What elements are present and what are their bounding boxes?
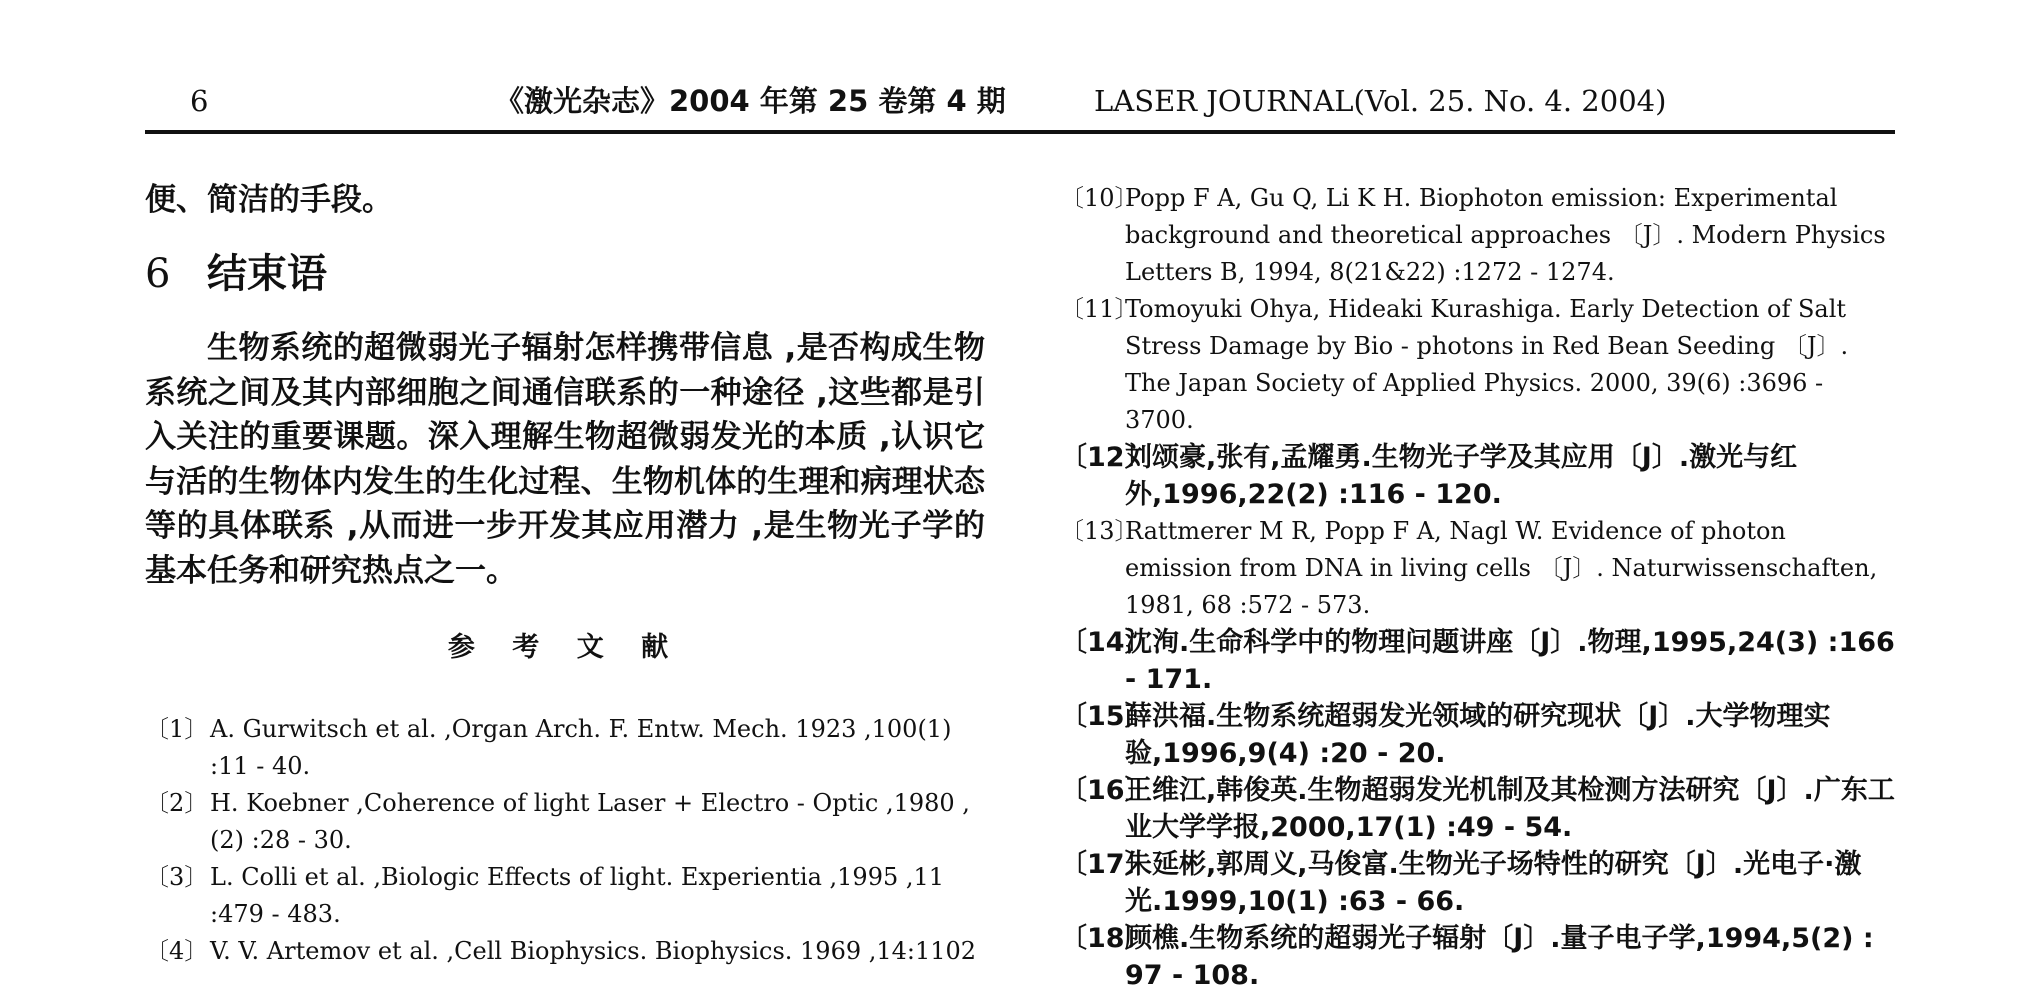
reference-list-right: [1060, 180, 1896, 994]
reference-item: [1060, 439, 1896, 513]
reference-number: 〔2〕: [145, 789, 209, 817]
reference-item: [1060, 698, 1896, 772]
reference-list-left: [145, 711, 985, 970]
section-heading: [145, 248, 985, 300]
reference-item: [145, 859, 985, 933]
reference-item: [1060, 513, 1896, 624]
reference-number: 〔10〕: [1060, 184, 1139, 212]
reference-item: [1060, 846, 1896, 920]
reference-number: 〔18〕: [1060, 923, 1152, 954]
reference-text: H. Koebner ,Coherence of light Laser + Electro - Optic ,1980 ,(2) :28 - 30.: [210, 789, 970, 854]
reference-number: 〔4〕: [145, 937, 209, 965]
reference-text: 薛洪福.生物系统超弱发光领域的研究现状〔J〕.大学物理实验,1996,9(4) :20 - 20.: [1125, 701, 1831, 769]
reference-number: 〔11〕: [1060, 295, 1139, 323]
reference-number: 〔1〕: [145, 715, 209, 743]
reference-item: [1060, 180, 1896, 291]
reference-text: 王维江,韩俊英.生物超弱发光机制及其检测方法研究〔J〕.广东工业大学学报,2000,17(1) :49 - 54.: [1125, 775, 1895, 843]
references-heading: 参 考 文 献: [447, 632, 683, 663]
reference-item: [1060, 772, 1896, 846]
reference-text: Popp F A, Gu Q, Li K H. Biophoton emission: Experimental background and theoretical approaches 〔J〕. Modern Physics Letters B, 1994, 8(21&22) :1272 - 1274.: [1125, 184, 1886, 286]
reference-text: Rattmerer M R, Popp F A, Nagl W. Evidence of photon emission from DNA in living cells 〔J〕. Naturwissenschaften, 1981, 68 :572 - 573.: [1125, 517, 1878, 619]
section-number: 6: [145, 251, 171, 297]
conclusion-paragraph: 生物系统的超微弱光子辐射怎样携带信息 ,是否构成生物系统之间及其内部细胞之间通信联系的一种途径 ,这些都是引入关注的重要课题。深入理解生物超微弱发光的本质 ,认识它与活的生物体内发生的生化过程、生物机体的生理和病理状态等的具体联系 ,从而进一步开发其应用潜力 ,是生物光子学的基本任务和研究热点之一。: [145, 330, 985, 589]
reference-number: 〔3〕: [145, 863, 209, 891]
reference-item: [145, 933, 985, 970]
reference-item: [145, 785, 985, 859]
left-column: [145, 178, 985, 970]
reference-item: [1060, 624, 1896, 698]
reference-text: 顾樵.生物系统的超弱光子辐射〔J〕.量子电子学,1994,5(2) : 97 - 108.: [1125, 923, 1874, 991]
section-title: 结束语: [207, 251, 327, 297]
journal-title-cn: 《激光杂志》2004 年第 25 卷第 4 期: [495, 84, 1006, 118]
reference-number: 〔15〕: [1060, 701, 1152, 732]
reference-number: 〔14〕: [1060, 627, 1152, 658]
reference-text: 刘颂豪,张有,孟耀勇.生物光子学及其应用〔J〕.激光与红外,1996,22(2) :116 - 120.: [1125, 442, 1798, 510]
journal-title-en: LASER JOURNAL(Vol. 25. No. 4. 2004): [1094, 84, 1667, 118]
reference-item: [1060, 291, 1896, 439]
reference-text: Tomoyuki Ohya, Hideaki Kurashiga. Early Detection of Salt Stress Damage by Bio - photons in Red Bean Seeding 〔J〕. The Japan Society of Applied Physics. 2000, 39(6) :3696 - 3700.: [1125, 295, 1849, 434]
page-number: 6: [190, 84, 209, 118]
intro-line: 便、简洁的手段。: [145, 182, 393, 218]
reference-text: A. Gurwitsch et al. ,Organ Arch. F. Entw. Mech. 1923 ,100(1) :11 - 40.: [210, 715, 952, 780]
reference-number: 〔16〕: [1060, 775, 1152, 806]
header-rule: [145, 130, 1895, 134]
reference-item: [145, 711, 985, 785]
reference-text: 沈洵.生命科学中的物理问题讲座〔J〕.物理,1995,24(3) :166 - 171.: [1125, 627, 1895, 695]
reference-item: [1060, 920, 1896, 994]
reference-text: V. V. Artemov et al. ,Cell Biophysics. Biophysics. 1969 ,14:1102: [210, 937, 977, 965]
reference-number: 〔17〕: [1060, 849, 1152, 880]
reference-text: 朱延彬,郭周义,马俊富.生物光子场特性的研究〔J〕.光电子·激光.1999,10(1) :63 - 66.: [1125, 849, 1862, 917]
reference-number: 〔12〕: [1060, 442, 1152, 473]
reference-text: L. Colli et al. ,Biologic Effects of light. Experientia ,1995 ,11 :479 - 483.: [210, 863, 945, 928]
reference-number: 〔13〕: [1060, 517, 1139, 545]
